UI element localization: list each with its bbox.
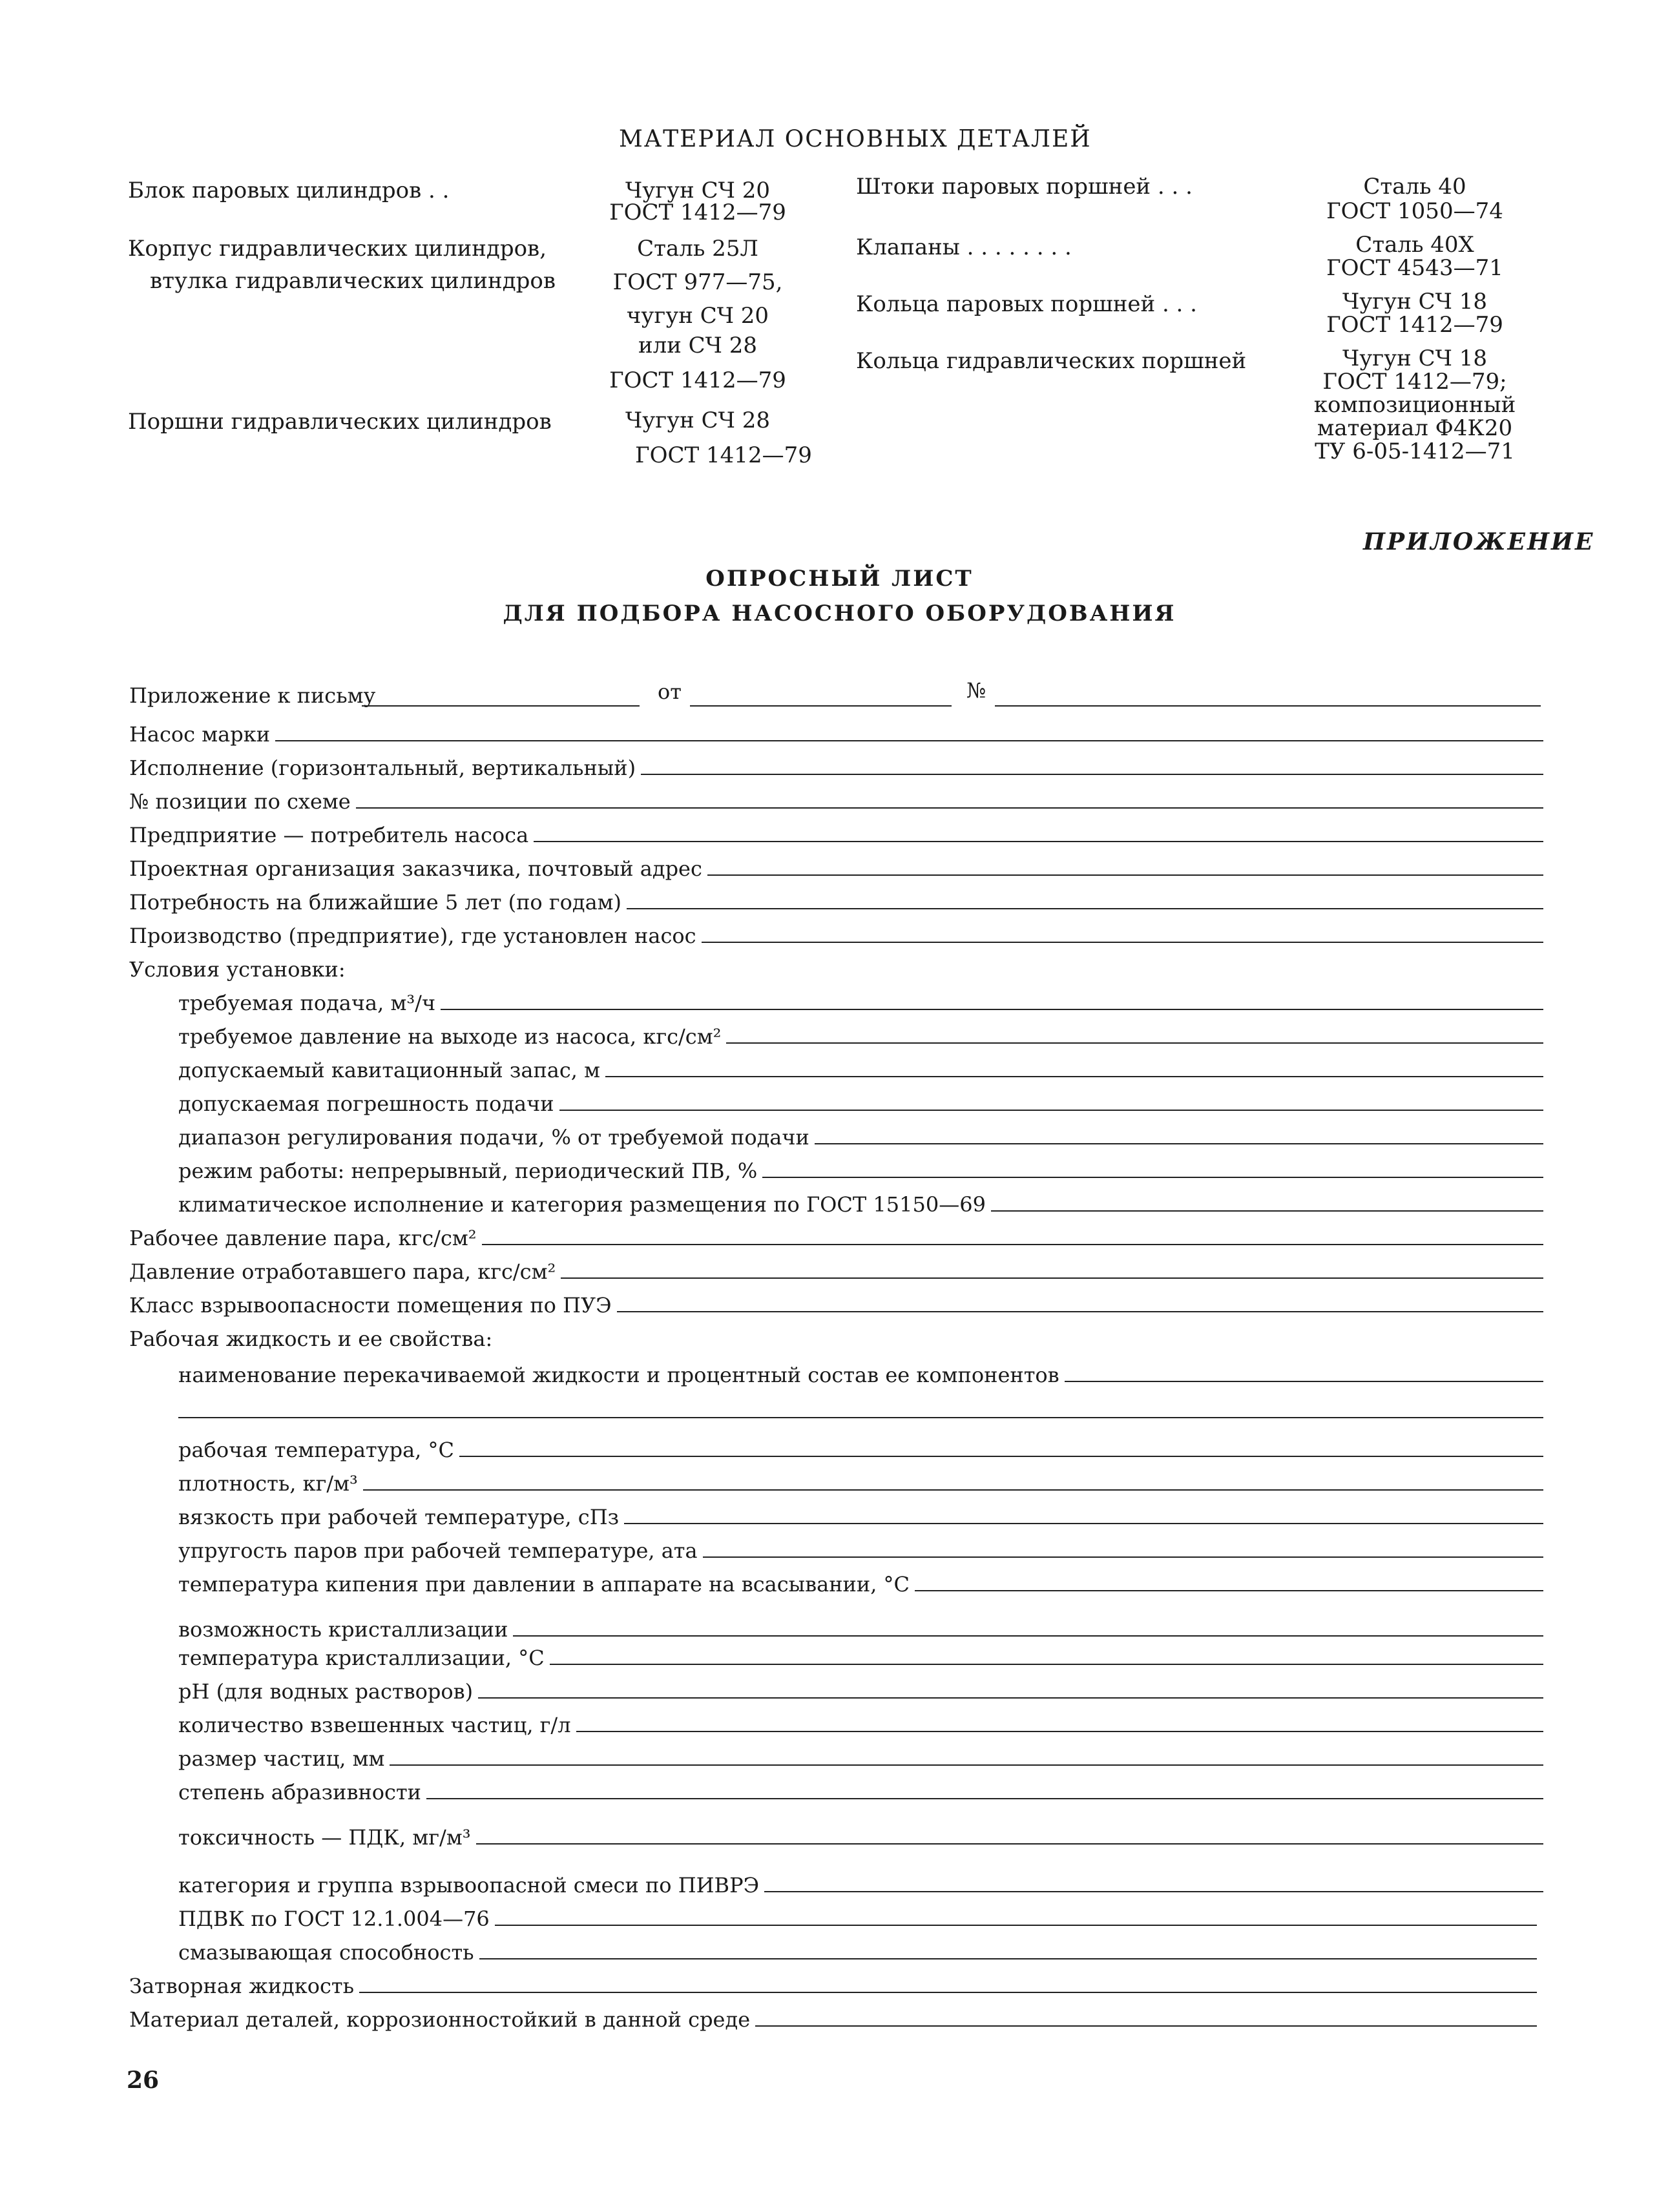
explosive-mixture-category-field[interactable] — [178, 1869, 1543, 1897]
particle-size-field[interactable] — [178, 1742, 1543, 1771]
fluid-name-continuation-line[interactable] — [178, 1417, 1543, 1418]
design-organization-field[interactable] — [129, 853, 1543, 881]
section-heading: Условия установки: — [129, 957, 346, 982]
field-label: количество взвешенных частиц, г/л — [178, 1713, 571, 1737]
field-line[interactable] — [641, 774, 1543, 775]
field-label: упругость паров при рабочей температуре, ата — [178, 1538, 698, 1563]
field-line[interactable] — [459, 1456, 1543, 1457]
field-line[interactable] — [1065, 1381, 1543, 1382]
letter-number-input-line[interactable] — [995, 705, 1541, 707]
material-value: или СЧ 28 — [638, 333, 758, 358]
material-name-steam-piston-rings: Кольца паровых поршней . . . — [856, 291, 1197, 317]
field-label: № позиции по схеме — [129, 789, 351, 814]
field-line[interactable] — [762, 1177, 1543, 1178]
field-label: допускаемая погрешность подачи — [178, 1091, 554, 1116]
field-line[interactable] — [534, 841, 1543, 842]
suspended-particles-field[interactable] — [178, 1709, 1543, 1737]
field-line[interactable] — [275, 740, 1543, 741]
steam-pressure-field[interactable] — [129, 1222, 1543, 1250]
field-label: смазывающая способность — [178, 1940, 474, 1965]
flow-error-field[interactable] — [178, 1088, 1543, 1116]
material-name-hydraulic-piston-rings: Кольца гидравлических поршней — [856, 348, 1247, 374]
field-label: Класс взрывоопасности помещения по ПУЭ — [129, 1293, 612, 1318]
cavitation-margin-field[interactable] — [178, 1054, 1543, 1082]
installation-site-field[interactable] — [129, 920, 1543, 948]
field-label: Давление отработавшего пара, кгс/см² — [129, 1259, 556, 1284]
field-line[interactable] — [550, 1664, 1543, 1665]
working-fluid-heading — [129, 1323, 1543, 1351]
material-value: композиционный — [1313, 392, 1516, 418]
field-label: Затворная жидкость — [129, 1974, 355, 1998]
field-line[interactable] — [513, 1635, 1543, 1637]
required-flow-field[interactable] — [178, 987, 1543, 1015]
material-value: ГОСТ 1412—79 — [635, 442, 812, 468]
sealing-fluid-field[interactable] — [129, 1970, 1537, 1998]
field-line[interactable] — [390, 1764, 1543, 1766]
field-line[interactable] — [815, 1143, 1543, 1144]
field-label: ПДВК по ГОСТ 12.1.004—76 — [178, 1907, 490, 1931]
material-value: ТУ 6-05-1412—71 — [1315, 439, 1515, 464]
material-value: ГОСТ 1412—79 — [609, 200, 786, 225]
material-value: ГОСТ 977—75, — [612, 269, 783, 295]
crystallization-temperature-field[interactable] — [178, 1642, 1543, 1670]
field-line[interactable] — [561, 1277, 1543, 1279]
material-value: Чугун СЧ 20 — [625, 178, 770, 203]
field-line[interactable] — [991, 1210, 1543, 1212]
field-label: Материал деталей, коррозионностойкий в данной среде — [129, 2007, 751, 2032]
field-line[interactable] — [576, 1731, 1543, 1732]
material-name-hydraulic-pistons: Поршни гидравлических цилиндров — [128, 409, 552, 435]
material-name-valves: Клапаны . . . . . . . . — [856, 234, 1072, 260]
field-label: Насос марки — [129, 722, 271, 747]
field-label: температура кристаллизации, °С — [178, 1646, 545, 1670]
field-label: режим работы: непрерывный, периодический ПВ, % — [178, 1159, 758, 1183]
field-line[interactable] — [915, 1590, 1543, 1591]
material-value: ГОСТ 1050—74 — [1326, 198, 1503, 224]
field-line[interactable] — [726, 1042, 1543, 1044]
letter-number-label: № — [966, 678, 986, 703]
page-number: 26 — [127, 2067, 160, 2094]
field-line[interactable] — [478, 1697, 1543, 1699]
field-label: диапазон регулирования подачи, % от требуемой подачи — [178, 1125, 809, 1150]
field-label: степень абразивности — [178, 1780, 421, 1804]
climatic-design-field[interactable] — [178, 1188, 1543, 1217]
viscosity-field[interactable] — [178, 1501, 1543, 1529]
field-label: Потребность на ближайшие 5 лет (по годам) — [129, 890, 622, 915]
exhaust-steam-pressure-field[interactable] — [129, 1256, 1543, 1284]
materials-title: МАТЕРИАЛ ОСНОВНЫХ ДЕТАЛЕЙ — [619, 126, 1092, 152]
field-line[interactable] — [707, 874, 1543, 876]
corrosion-resistant-material-field[interactable] — [129, 2003, 1537, 2032]
abrasiveness-field[interactable] — [178, 1776, 1543, 1804]
field-label: pH (для водных растворов) — [178, 1679, 474, 1704]
material-value: ГОСТ 4543—71 — [1326, 255, 1503, 281]
section-heading: Рабочая жидкость и ее свойства: — [129, 1327, 493, 1351]
material-value: Чугун СЧ 18 — [1342, 289, 1487, 315]
field-line[interactable] — [624, 1523, 1543, 1524]
field-label: размер частиц, мм — [178, 1746, 385, 1771]
field-line[interactable] — [441, 1009, 1543, 1010]
field-line[interactable] — [356, 807, 1543, 809]
material-value: ГОСТ 1412—79; — [1322, 369, 1507, 395]
field-label: вязкость при рабочей температуре, сПз — [178, 1505, 620, 1529]
explosion-class-field[interactable] — [129, 1289, 1543, 1318]
installation-conditions-heading — [129, 953, 1543, 982]
required-pressure-field[interactable] — [178, 1020, 1543, 1049]
consumer-enterprise-field[interactable] — [129, 819, 1543, 847]
field-line[interactable] — [479, 1958, 1537, 1959]
toxicity-field[interactable] — [178, 1821, 1543, 1850]
material-value: Сталь 40 — [1363, 174, 1466, 200]
ph-field[interactable] — [178, 1675, 1543, 1704]
crystallization-possibility-field[interactable] — [178, 1613, 1543, 1642]
field-line[interactable] — [702, 942, 1543, 943]
material-name-hydraulic-cylinders-sleeve: втулка гидравлических цилиндров — [150, 268, 556, 294]
field-line[interactable] — [617, 1311, 1543, 1312]
material-value: ГОСТ 1412—79 — [609, 367, 786, 393]
field-label: климатическое исполнение и категория размещения по ГОСТ 15150—69 — [178, 1192, 986, 1217]
material-name-hydraulic-cylinders-body: Корпус гидравлических цилиндров, — [128, 236, 547, 262]
material-value: Сталь 25Л — [637, 236, 758, 262]
field-label: рабочая температура, °С — [178, 1438, 454, 1462]
vapor-pressure-field[interactable] — [178, 1535, 1543, 1563]
field-label: Предприятие — потребитель насоса — [129, 823, 529, 847]
density-field[interactable] — [178, 1467, 1543, 1496]
working-temperature-field[interactable] — [178, 1434, 1543, 1462]
field-label: токсичность — ПДК, мг/м³ — [178, 1825, 471, 1850]
questionnaire-subtitle: ДЛЯ ПОДБОРА НАСОСНОГО ОБОРУДОВАНИЯ — [503, 601, 1176, 626]
material-value: Чугун СЧ 28 — [625, 408, 770, 433]
letter-from-label: от — [658, 679, 682, 704]
field-label: требуемая подача, м³/ч — [178, 991, 436, 1015]
field-label: температура кипения при давлении в аппарате на всасывании, °С — [178, 1572, 910, 1597]
material-name-steam-piston-rods: Штоки паровых поршней . . . — [856, 174, 1193, 200]
field-label: плотность, кг/м³ — [178, 1471, 358, 1496]
field-label: Рабочее давление пара, кгс/см² — [129, 1226, 477, 1250]
field-label: допускаемый кавитационный запас, м — [178, 1058, 601, 1082]
material-value: материал Ф4К20 — [1317, 415, 1513, 441]
field-label: Исполнение (горизонтальный, вертикальный) — [129, 756, 636, 780]
field-line[interactable] — [426, 1798, 1543, 1799]
field-line[interactable] — [627, 908, 1543, 909]
material-value: Чугун СЧ 18 — [1342, 346, 1487, 371]
field-label: требуемое давление на выходе из насоса, кгс/см² — [178, 1024, 722, 1049]
operating-mode-field[interactable] — [178, 1155, 1543, 1183]
pdvk-field[interactable] — [178, 1903, 1537, 1931]
letter-input-line[interactable] — [362, 705, 640, 707]
field-line[interactable] — [605, 1076, 1543, 1077]
field-label: возможность кристаллизации — [178, 1617, 508, 1642]
material-name-steam-cylinders-block: Блок паровых цилиндров . . — [128, 178, 450, 203]
field-line[interactable] — [703, 1556, 1543, 1558]
scheme-position-field[interactable] — [129, 785, 1543, 814]
pump-brand-field[interactable] — [129, 718, 1543, 747]
appendix-label: ПРИЛОЖЕНИЕ — [1363, 528, 1595, 555]
material-value: ГОСТ 1412—79 — [1326, 312, 1503, 338]
fluid-name-composition-field[interactable] — [178, 1359, 1543, 1387]
field-label: наименование перекачиваемой жидкости и процентный состав ее компонентов — [178, 1363, 1059, 1387]
field-line[interactable] — [363, 1489, 1543, 1491]
boiling-temperature-field[interactable] — [178, 1568, 1543, 1597]
field-line[interactable] — [482, 1244, 1543, 1245]
field-label: категория и группа взрывоопасной смеси по ПИВРЭ — [178, 1873, 760, 1897]
material-value: чугун СЧ 20 — [626, 303, 769, 329]
demand-5-years-field[interactable] — [129, 886, 1543, 915]
field-line[interactable] — [476, 1843, 1543, 1845]
field-label: Проектная организация заказчика, почтовый адрес — [129, 856, 702, 881]
material-value: Сталь 40Х — [1355, 232, 1474, 258]
letter-label: Приложение к письму — [129, 683, 376, 708]
field-line[interactable] — [495, 1925, 1537, 1926]
field-line[interactable] — [559, 1110, 1543, 1111]
flow-regulation-range-field[interactable] — [178, 1121, 1543, 1150]
field-line[interactable] — [764, 1891, 1543, 1892]
lubricity-field[interactable] — [178, 1936, 1537, 1965]
field-label: Производство (предприятие), где установлен насос — [129, 924, 696, 948]
pump-design-field[interactable] — [129, 752, 1543, 780]
letter-date-input-line[interactable] — [690, 705, 952, 707]
questionnaire-title: ОПРОСНЫЙ ЛИСТ — [705, 566, 974, 592]
field-line[interactable] — [755, 2025, 1537, 2027]
field-line[interactable] — [359, 1992, 1537, 1993]
